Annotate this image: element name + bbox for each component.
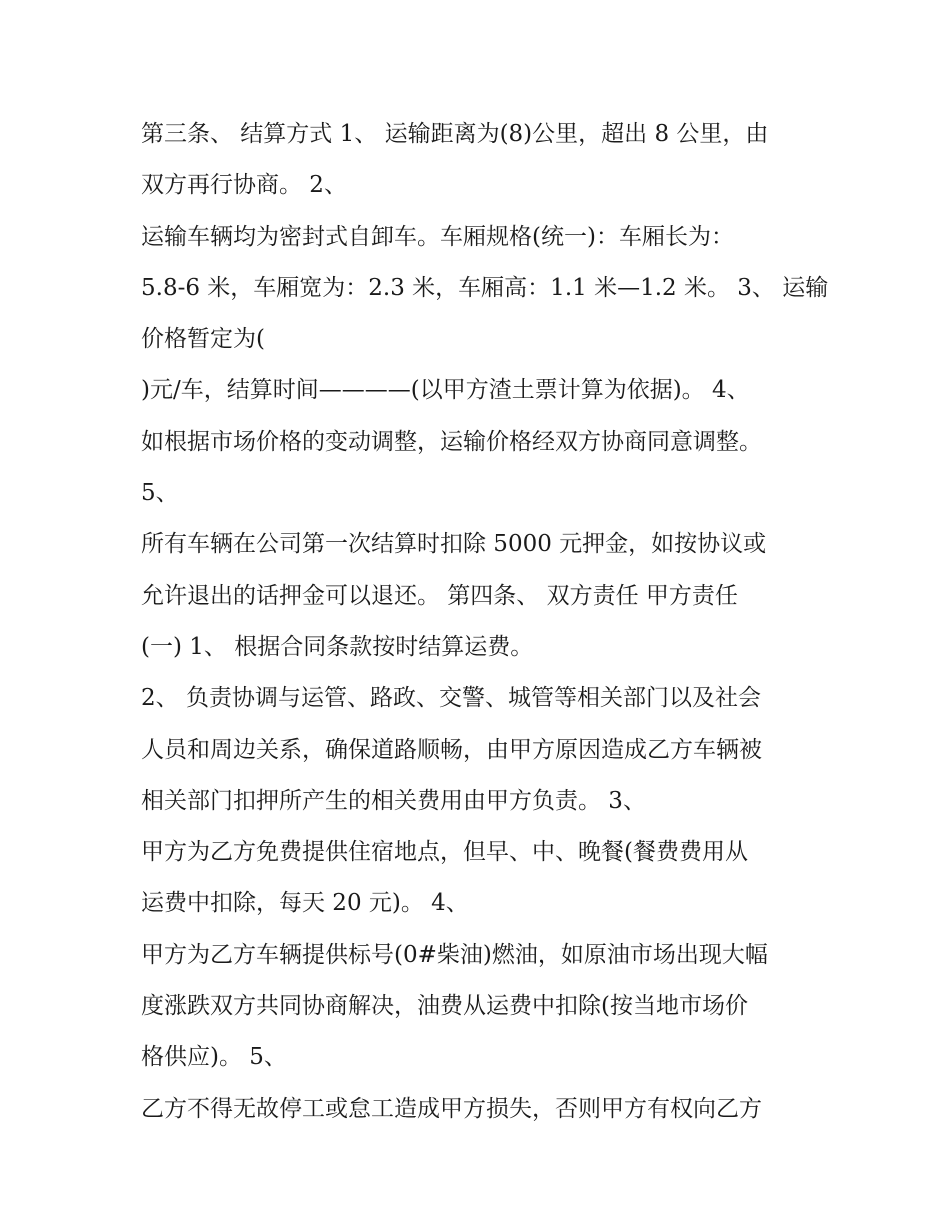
text-line: 格供应)。 5、 xyxy=(141,1044,287,1071)
text-line: 相关部门扣押所产生的相关费用由甲方负责。 3、 xyxy=(141,787,646,814)
text-line: 第三条、 结算方式 1、 运输距离为(8)公里，超出 8 公里，由 xyxy=(141,121,769,147)
text-line: 度涨跌双方共同协商解决，油费从运费中扣除(按当地市场价 xyxy=(141,993,748,1020)
text-line: 甲方为乙方免费提供住宿地点，但早、中、晚餐(餐费费用从 xyxy=(141,839,748,866)
text-line: 价格暂定为( xyxy=(141,326,265,353)
text-line: 乙方不得无故停工或怠工造成甲方损失，否则甲方有权向乙方 xyxy=(141,1095,762,1122)
text-line: 双方再行协商。 2、 xyxy=(141,172,347,199)
text-line: 运费中扣除，每天 20 元)。 4、 xyxy=(141,890,469,917)
text-line: (一) 1、 根据合同条款按时结算运费。 xyxy=(141,633,534,660)
text-line: 5.8-6 米，车厢宽为：2.3 米，车厢高：1.1 米—1.2 米。 3、 运输 xyxy=(141,274,829,301)
text-line: 所有车辆在公司第一次结算时扣除 5000 元押金，如按协议或 xyxy=(141,531,767,558)
text-line: 允许退出的话押金可以退还。 第四条、 双方责任 甲方责任 xyxy=(141,582,738,609)
text-line: )元/车，结算时间————(以甲方渣土票计算为依据)。 4、 xyxy=(141,377,750,404)
contract-text-body xyxy=(141,109,829,1135)
text-line: 5、 xyxy=(141,480,179,507)
text-line: 甲方为乙方车辆提供标号(0#柴油)燃油，如原油市场出现大幅 xyxy=(141,941,768,968)
text-line: 人员和周边关系，确保道路顺畅，由甲方原因造成乙方车辆被 xyxy=(141,736,762,763)
text-line: 运输车辆均为密封式自卸车。车厢规格(统一)：车厢长为： xyxy=(141,223,734,250)
text-line: 如根据市场价格的变动调整，运输价格经双方协商同意调整。 xyxy=(141,428,762,455)
text-line: 2、 负责协调与运管、路政、交警、城管等相关部门以及社会 xyxy=(141,685,761,712)
